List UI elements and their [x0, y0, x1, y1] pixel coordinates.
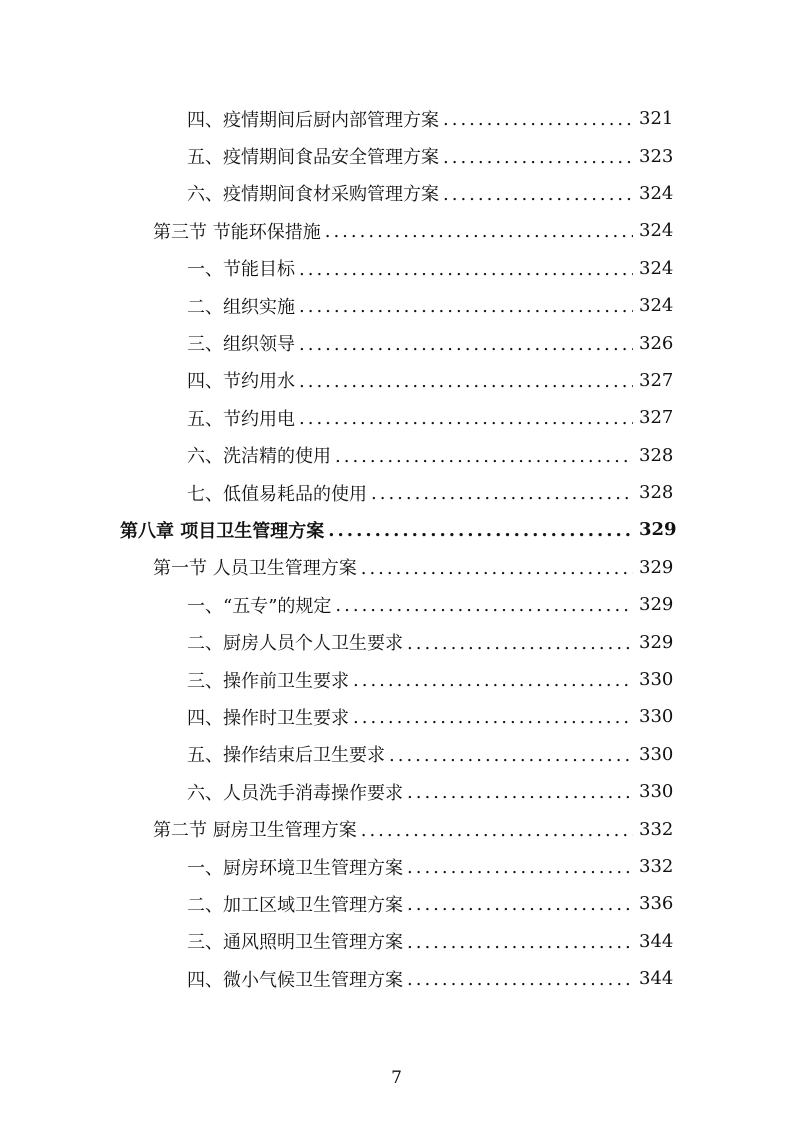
toc-section-entry[interactable]: [0, 549, 793, 586]
toc-entry-title: 第三节 节能环保措施: [153, 221, 321, 243]
toc-entry-title: 三、通风照明卫生管理方案: [187, 932, 403, 954]
toc-entry-title: 五、节约用电: [187, 408, 295, 430]
toc-subsection-entry[interactable]: [0, 960, 793, 997]
toc-entry-page: 336: [639, 893, 674, 915]
toc-dot-leader: [325, 221, 633, 242]
toc-entry-page: 324: [639, 257, 674, 279]
toc-entry-page: 324: [639, 220, 674, 242]
toc-entry-page: 324: [639, 295, 674, 317]
toc-subsection-entry[interactable]: [0, 623, 793, 660]
toc-subsection-entry[interactable]: [0, 399, 793, 436]
toc-entry-title: 第二节 厨房卫生管理方案: [153, 820, 357, 842]
toc-chapter-entry[interactable]: [0, 511, 793, 548]
toc-entry-page: 330: [639, 781, 674, 803]
toc-dot-leader: [299, 334, 633, 355]
toc-subsection-entry[interactable]: [0, 661, 793, 698]
toc-subsection-entry[interactable]: [0, 698, 793, 735]
toc-dot-leader: [407, 857, 633, 878]
toc-entry-page: 344: [639, 968, 674, 990]
toc-subsection-entry[interactable]: [0, 175, 793, 212]
toc-entry-page: 326: [639, 332, 674, 354]
toc-entry-page: 329: [639, 631, 674, 653]
toc-entry-page: 329: [639, 519, 677, 541]
toc-dot-leader: [389, 745, 633, 766]
toc-entry-title: 第一节 人员卫生管理方案: [153, 558, 357, 580]
toc-subsection-entry[interactable]: [0, 287, 793, 324]
toc-dot-leader: [407, 932, 633, 953]
toc-entry-title: 一、厨房环境卫生管理方案: [187, 857, 403, 879]
toc-dot-leader: [299, 371, 633, 392]
toc-dot-leader: [407, 969, 633, 990]
toc-section-entry[interactable]: [0, 810, 793, 847]
toc-dot-leader: [371, 483, 633, 504]
toc-dot-leader: [443, 147, 633, 168]
toc-entry-title: 第八章 项目卫生管理方案: [120, 520, 325, 542]
toc-subsection-entry[interactable]: [0, 474, 793, 511]
toc-entry-page: 330: [639, 706, 674, 728]
toc-dot-leader: [407, 894, 633, 915]
toc-dot-leader: [443, 184, 633, 205]
toc-entry-title: 六、洗洁精的使用: [187, 446, 331, 468]
toc-subsection-entry[interactable]: [0, 885, 793, 922]
toc-subsection-entry[interactable]: [0, 137, 793, 174]
toc-entry-page: 328: [639, 444, 674, 466]
toc-dot-leader: [407, 782, 633, 803]
toc-subsection-entry[interactable]: [0, 324, 793, 361]
toc-entry-page: 330: [639, 669, 674, 691]
toc-entry-page: 327: [639, 407, 674, 429]
toc-entry-page: 330: [639, 743, 674, 765]
toc-entry-page: 324: [639, 182, 674, 204]
toc-dot-leader: [299, 408, 633, 429]
toc-entry-page: 323: [639, 145, 674, 167]
toc-entry-title: 四、节约用水: [187, 371, 295, 393]
toc-subsection-entry[interactable]: [0, 586, 793, 623]
toc-entry-page: 332: [639, 818, 674, 840]
toc-entry-title: 一、节能目标: [187, 259, 295, 281]
toc-entry-page: 344: [639, 930, 674, 952]
toc-entry-title: 四、疫情期间后厨内部管理方案: [187, 109, 439, 131]
toc-entry-title: 七、低值易耗品的使用: [187, 483, 367, 505]
toc-entry-title: 四、微小气候卫生管理方案: [187, 969, 403, 991]
toc-entry-page: 327: [639, 369, 674, 391]
toc-dot-leader: [353, 670, 633, 691]
toc-entry-title: 四、操作时卫生要求: [187, 707, 349, 729]
toc-entry-title: 五、操作结束后卫生要求: [187, 745, 385, 767]
toc-subsection-entry[interactable]: [0, 848, 793, 885]
toc-dot-leader: [328, 520, 633, 541]
toc-section-entry[interactable]: [0, 212, 793, 249]
toc-entry-page: 328: [639, 482, 674, 504]
toc-dot-leader: [353, 707, 633, 728]
toc-subsection-entry[interactable]: [0, 736, 793, 773]
toc-entry-page: 332: [639, 856, 674, 877]
toc-dot-leader: [361, 558, 633, 579]
toc-entry-title: 一、“五专”的规定: [187, 595, 332, 617]
toc-dot-leader: [335, 446, 633, 467]
toc-dot-leader: [299, 259, 633, 280]
toc-dot-leader: [335, 595, 633, 616]
toc-entry-title: 三、操作前卫生要求: [187, 670, 349, 692]
toc-subsection-entry[interactable]: [0, 923, 793, 960]
toc-dot-leader: [299, 296, 633, 317]
toc-subsection-entry[interactable]: [0, 437, 793, 474]
toc-entry-title: 五、疫情期间食品安全管理方案: [187, 147, 439, 169]
toc-subsection-entry[interactable]: [0, 100, 793, 137]
toc-entry-page: 329: [639, 594, 674, 616]
toc-entry-title: 三、组织领导: [187, 334, 295, 356]
toc-entry-title: 六、疫情期间食材采购管理方案: [187, 184, 439, 206]
toc-entry-title: 二、加工区域卫生管理方案: [187, 894, 403, 916]
toc-dot-leader: [361, 820, 633, 841]
toc-entry-title: 二、厨房人员个人卫生要求: [187, 633, 403, 655]
toc-entry-title: 六、人员洗手消毒操作要求: [187, 782, 403, 804]
toc-entry-page: 321: [639, 108, 674, 130]
page-number: 7: [391, 1068, 402, 1088]
table-of-contents: [0, 100, 793, 997]
toc-dot-leader: [443, 109, 633, 130]
toc-entry-page: 329: [639, 556, 674, 578]
toc-subsection-entry[interactable]: [0, 773, 793, 810]
toc-subsection-entry[interactable]: [0, 250, 793, 287]
toc-dot-leader: [407, 633, 633, 654]
toc-subsection-entry[interactable]: [0, 362, 793, 399]
toc-entry-title: 二、组织实施: [187, 296, 295, 318]
